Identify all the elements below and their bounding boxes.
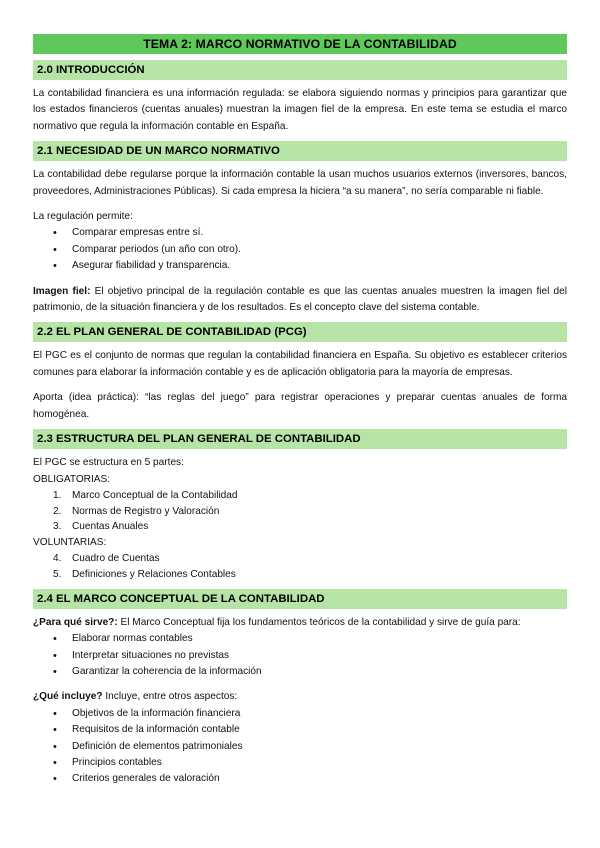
list-item: 2. Normas de Registro y Valoración — [53, 505, 220, 517]
list-item: • Objetivos de la información financiera — [33, 706, 567, 722]
list-item: 3. Cuentas Anuales — [53, 521, 149, 533]
pgc-paragraph: El PGC es el conjunto de normas que regulan la contabilidad financiera en España. Su objetivo es establecer criterios comunes para elaborar la información contable y es de aplicación obligatoria para la mayoría de empresas. — [33, 350, 567, 378]
obligatorias-label: OBLIGATORIAS: — [33, 473, 111, 485]
regulacion-intro: La regulación permite: — [33, 211, 133, 223]
que-incluye-label: ¿Qué incluye? — [33, 691, 103, 703]
que-incluye-paragraph: ¿Qué incluye? Incluye, entre otros aspectos: — [33, 691, 238, 703]
para-que-sirve-label: ¿Para qué sirve?: — [33, 616, 118, 628]
list-item: • Asegurar fiabilidad y transparencia. — [33, 258, 567, 274]
section-heading-2-2: 2.2 EL PLAN GENERAL DE CONTABILIDAD (PCG) — [33, 322, 567, 342]
para-que-sirve-paragraph: ¿Para qué sirve?: El Marco Conceptual fija los fundamentos teóricos de la contabilidad y sirve de guía para: — [33, 616, 521, 628]
section-heading-2-4: 2.4 EL MARCO CONCEPTUAL DE LA CONTABILIDAD — [33, 589, 567, 609]
list-item: • Interpretar situaciones no previstas — [33, 648, 567, 664]
regulacion-list — [33, 225, 567, 274]
list-item: • Garantizar la coherencia de la información — [33, 664, 567, 680]
intro-paragraph: La contabilidad financiera es una información regulada: se elabora siguiendo normas y principios para garantizar que los estados financieros (cuentas anuales) muestran la imagen fiel de la empresa. En este tema se estudia el marco normativo que regula la información contable en España. — [33, 88, 567, 132]
list-item: • Criterios generales de valoración — [33, 771, 567, 787]
list-item: • Elaborar normas contables — [33, 631, 567, 647]
necesidad-paragraph: La contabilidad debe regularse porque la información contable la usan muchos usuarios externos (inversores, bancos, proveedores, Administraciones Públicas). Si cada empresa la hiciera “a su manera”, no sería comparable ni fiable. — [33, 169, 567, 197]
list-item: • Definición de elementos patrimoniales — [33, 739, 567, 755]
voluntarias-label: VOLUNTARIAS: — [33, 537, 107, 549]
que-incluye-list — [33, 706, 567, 788]
list-item: • Principios contables — [33, 755, 567, 771]
imagen-fiel-label: Imagen fiel: — [33, 285, 91, 297]
list-item: 1. Marco Conceptual de la Contabilidad — [53, 489, 238, 501]
section-heading-2-3: 2.3 ESTRUCTURA DEL PLAN GENERAL DE CONTABILIDAD — [33, 429, 567, 449]
document-title: TEMA 2: MARCO NORMATIVO DE LA CONTABILIDAD — [33, 34, 567, 54]
section-heading-2-1: 2.1 NECESIDAD DE UN MARCO NORMATIVO — [33, 141, 567, 161]
section-heading-2-0: 2.0 INTRODUCCIÓN — [33, 60, 567, 80]
list-item: 5. Definiciones y Relaciones Contables — [53, 569, 236, 581]
list-item: • Requisitos de la información contable — [33, 722, 567, 738]
list-item: • Comparar periodos (un año con otro). — [33, 242, 567, 258]
list-item: • Comparar empresas entre sí. — [33, 225, 567, 241]
voluntarias-list — [33, 551, 567, 582]
para-que-sirve-list — [33, 631, 567, 680]
list-item: 4. Cuadro de Cuentas — [53, 553, 160, 565]
estructura-intro: El PGC se estructura en 5 partes: — [33, 457, 184, 469]
obligatorias-list — [33, 488, 567, 535]
imagen-fiel-text: El objetivo principal de la regulación contable es que las cuentas anuales muestren la imagen fiel del patrimonio, de la situación financiera y de los resultados. Es el concepto clave del sistema contable. — [33, 285, 567, 314]
aporta-paragraph: Aporta (idea práctica): “las reglas del juego” para registrar operaciones y preparar cuentas anuales de forma homogénea. — [33, 392, 567, 420]
imagen-fiel-paragraph — [33, 284, 567, 317]
